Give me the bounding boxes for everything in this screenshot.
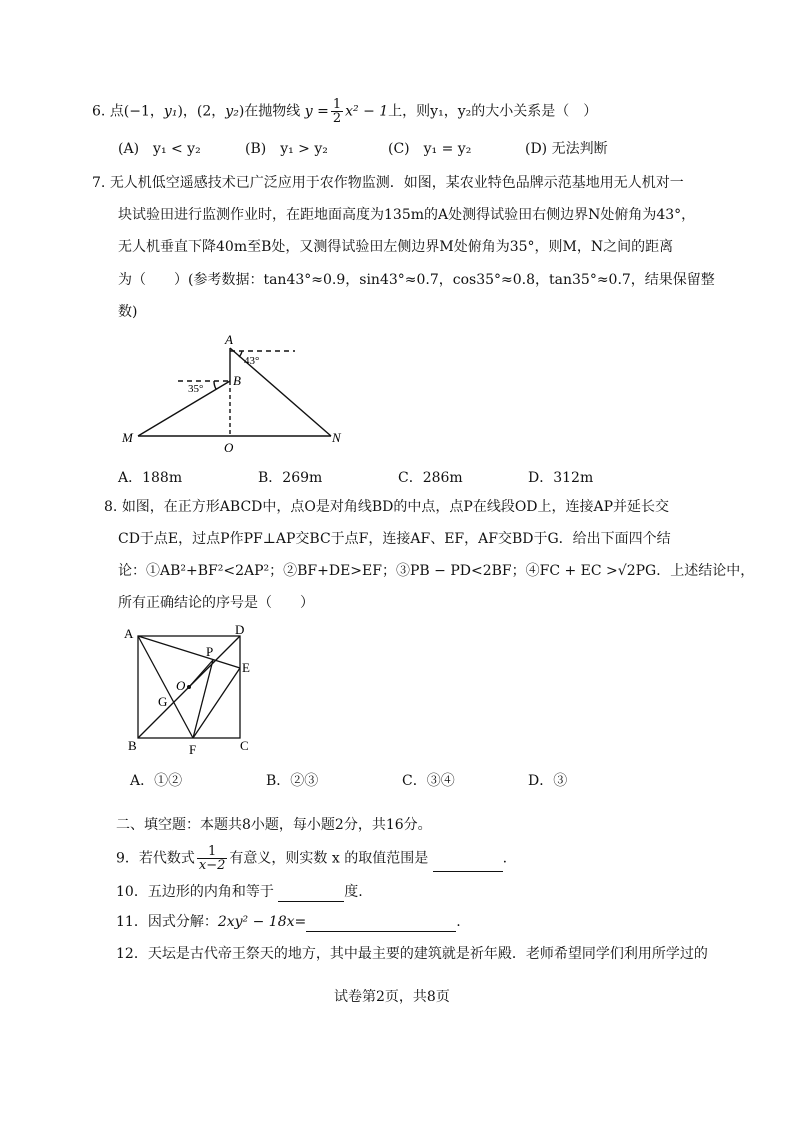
q9-end: .: [502, 850, 508, 867]
q7-line-4: 为（ ）(参考数据：tan43°≈0.9，sin43°≈0.7，cos35°≈0.8，tan35°≈0.7，结果保留整: [118, 272, 715, 288]
q9-frac-den: x−2: [198, 858, 226, 873]
q6-frac-den: 2: [332, 111, 342, 126]
q7-label-a: A: [225, 332, 233, 347]
q8-line-2: CD于点E，过点P作PF⊥AP交BC于点F，连接AF、EF，AF交BD于G．给出下面四个结: [118, 531, 671, 547]
q10-number: 10．: [116, 884, 148, 900]
q7-angle-arc-b: [214, 381, 216, 389]
q9-number: 9．: [116, 850, 139, 867]
q9-text-post: 有意义，则实数 x 的取值范围是: [229, 850, 429, 867]
q8-option-d: D．③: [528, 773, 568, 789]
q7-angle-43: 43°: [244, 355, 260, 367]
q6-eq-rhs: x² − 1: [345, 103, 389, 120]
q6-fraction: [331, 98, 343, 125]
q8-label-p: P: [206, 644, 214, 659]
q11-answer-blank[interactable]: [306, 917, 456, 932]
q8-label-a: A: [124, 626, 134, 641]
q6-eq-lhs: y =: [304, 103, 329, 120]
q7-label-m: M: [122, 430, 133, 445]
q7-label-n: N: [332, 430, 341, 445]
q8-figure: [118, 620, 258, 760]
q7-line-3: 无人机垂直下降40m至B处，又测得试验田左侧边界M处俯角为35°，则M，N之间的距离: [118, 239, 674, 255]
q8-label-o: O: [176, 678, 186, 693]
q7-text-1: 无人机低空遥感技术已广泛应用于农作物监测．如图，某农业特色品牌示范基地用无人机对一: [109, 175, 684, 191]
q8-line-3: 论：①AB²+BF²<2AP²；②BF+DE>EF；③PB − PD<2BF；④FC + EC >√2PG．上述结论中，: [118, 563, 755, 579]
q8-line-ef: [193, 668, 240, 738]
q9-text-pre: 若代数式: [138, 850, 195, 867]
q11: [116, 912, 461, 932]
q6-y2: y₂: [225, 103, 239, 120]
q6-frac-num: 1: [332, 97, 342, 112]
q9-frac-num: 1: [197, 845, 228, 859]
q6-option-a: (A) y₁ < y₂: [118, 141, 201, 157]
q6-number: 6.: [92, 103, 106, 120]
q6-text-d: 上，则: [388, 103, 431, 120]
q11-text-pre: 因式分解：: [147, 914, 218, 930]
q6-option-d: (D) 无法判断: [525, 141, 608, 157]
q10-end: 度.: [344, 884, 363, 900]
q7-option-d: D．312m: [528, 470, 594, 486]
q10-text-pre: 五边形的内角和等于: [147, 884, 274, 900]
q8-label-g: G: [158, 694, 168, 709]
q9-fraction: [197, 845, 228, 872]
q8-line-1: [104, 497, 669, 517]
q6-text-e: y₁，y₂的大小关系是（ ）: [430, 103, 598, 120]
q10: [116, 882, 363, 902]
q8-option-c: C．③④: [402, 773, 455, 789]
q12: [116, 944, 708, 964]
q7-figure: [110, 330, 350, 460]
q11-number: 11．: [116, 914, 148, 930]
q6-option-b: (B) y₁ > y₂: [245, 141, 328, 157]
q7-angle-35: 35°: [188, 383, 204, 395]
q7-label-b: B: [233, 373, 241, 388]
q8-option-b: B．②③: [266, 773, 319, 789]
q7-line-2: 块试验田进行监测作业时，在距地面高度为135m的A处测得试验田右侧边界N处俯角为43°，: [118, 207, 696, 223]
page-footer: 试卷第2页，共8页: [334, 989, 450, 1005]
q6-text-b: )，(2，: [177, 103, 226, 120]
q8-label-e: E: [242, 660, 250, 675]
q7-option-c: C．286m: [398, 470, 463, 486]
q6-y1: y₁: [163, 103, 178, 120]
q12-text-1: 天坛是古代帝王祭天的地方，其中最主要的建筑就是祈年殿．老师希望同学们利用所学过的: [147, 946, 708, 962]
q9-answer-blank[interactable]: [433, 857, 503, 872]
q7-option-b: B．269m: [258, 470, 323, 486]
q8-label-d: D: [235, 622, 245, 637]
q6-text-c: )在抛物线: [238, 103, 301, 120]
q8-option-a: A．①②: [130, 773, 183, 789]
q8-label-f: F: [189, 742, 197, 757]
q6-stem: [92, 98, 597, 125]
q7-angle-arc-a: [239, 351, 242, 357]
q8-label-b: B: [128, 738, 137, 753]
q6-text-a: 点(−1，: [109, 103, 164, 120]
q7-line-1: [92, 173, 684, 193]
q7-number: 7.: [92, 175, 106, 191]
q7-line-bm: [138, 381, 230, 436]
q12-number: 12．: [116, 946, 148, 962]
q9: [116, 845, 507, 872]
q8-line-4: 所有正确结论的序号是（ ）: [118, 595, 314, 611]
section-2-heading: 二、填空题：本题共8小题，每小题2分，共16分。: [116, 817, 432, 833]
q7-label-o: O: [224, 440, 234, 455]
q6-option-c: (C) y₁ = y₂: [388, 141, 472, 157]
q7-option-a: A．188m: [118, 470, 183, 486]
q10-answer-blank[interactable]: [278, 887, 344, 902]
q11-end: .: [456, 914, 461, 930]
q7-line-5: 数): [118, 304, 138, 320]
q11-expression: 2xy² − 18x=: [217, 914, 307, 930]
q8-number: 8.: [104, 499, 118, 515]
q8-text-1: 如图，在正方形ABCD中，点O是对角线BD的中点，点P在线段OD上，连接AP并延长交: [121, 499, 670, 515]
q8-point-o: [187, 685, 191, 689]
q8-label-c: C: [240, 738, 249, 753]
